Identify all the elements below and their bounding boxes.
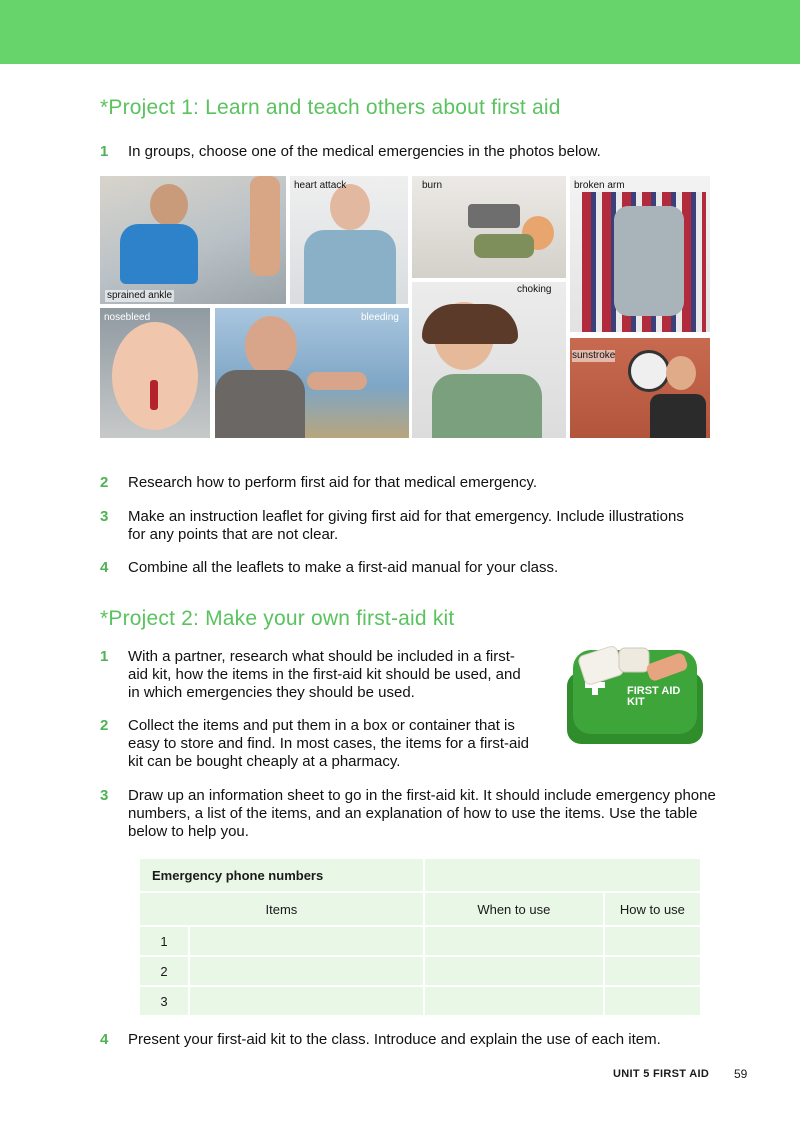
how-cell xyxy=(604,986,701,1016)
person-shirt xyxy=(120,224,198,284)
project1-title: *Project 1: Learn and teach others about first aid xyxy=(100,96,561,119)
photo-broken-arm xyxy=(570,176,710,332)
row-index: 1 xyxy=(139,926,189,956)
fan xyxy=(628,350,670,392)
worker-head xyxy=(666,356,696,390)
how-cell xyxy=(604,926,701,956)
step-text: Make an instruction leaflet for giving first aid for that emergency. Include illustrations for any points that are not clear. xyxy=(128,508,684,543)
emergency-phone-label: Emergency phone numbers xyxy=(139,858,424,892)
arm-sling xyxy=(614,206,684,316)
kit-label: FIRST AID KIT xyxy=(627,685,681,708)
column-header-how: How to use xyxy=(604,892,701,926)
column-header-items: Items xyxy=(139,892,424,926)
photo-label: sprained ankle xyxy=(107,290,173,301)
row-index: 3 xyxy=(139,986,189,1016)
photo-label: heart attack xyxy=(294,180,347,191)
step-text: Present your first-aid kit to the class. Introduce and explain the use of each item. xyxy=(128,1031,661,1048)
person-leg xyxy=(250,176,280,276)
top-color-band xyxy=(0,0,800,64)
photo-nosebleed xyxy=(100,308,210,438)
woman-hair xyxy=(422,304,518,344)
table-row xyxy=(139,986,701,1016)
photo-label: nosebleed xyxy=(104,312,151,323)
project2-title: *Project 2: Make your own first-aid kit xyxy=(100,607,455,630)
step-number: 4 xyxy=(100,1031,109,1048)
child-face xyxy=(112,322,198,430)
photo-sprained-ankle xyxy=(100,176,286,304)
step-number: 3 xyxy=(100,787,109,804)
item-cell xyxy=(189,986,424,1016)
step-number: 1 xyxy=(100,143,109,160)
page-number: 59 xyxy=(734,1067,748,1081)
person-shirt xyxy=(304,230,396,304)
emergency-phone-value xyxy=(424,858,701,892)
step-text: Collect the items and put them in a box or container that is easy to store and find. In most cases, the items for a first-aid kit can be bought cheaply at a pharmacy. xyxy=(128,717,530,770)
first-aid-kit-image xyxy=(565,642,705,747)
photo-label: broken arm xyxy=(574,180,625,191)
step-number: 2 xyxy=(100,717,109,734)
step-text: Draw up an information sheet to go in the first-aid kit. It should include emergency phone numbers, a list of the items, and an explanation of how to use the items. Use the table below to help you. xyxy=(128,787,716,840)
step-number: 2 xyxy=(100,474,109,491)
child-arm xyxy=(474,234,534,258)
when-cell xyxy=(424,926,604,956)
item-cell xyxy=(189,956,424,986)
row-index: 2 xyxy=(139,956,189,986)
photo-heart-attack xyxy=(290,176,408,304)
when-cell xyxy=(424,956,604,986)
photo-label: bleeding xyxy=(361,312,399,323)
how-cell xyxy=(604,956,701,986)
photo-sunstroke xyxy=(570,338,710,438)
footer-unit-label: UNIT 5 FIRST AID xyxy=(613,1068,710,1080)
step-text: Combine all the leaflets to make a first-aid manual for your class. xyxy=(128,559,559,576)
step-text: In groups, choose one of the medical emergencies in the photos below. xyxy=(128,143,601,160)
photo-label: burn xyxy=(422,180,443,191)
photo-bleeding xyxy=(215,308,409,438)
man-arm xyxy=(307,372,367,390)
when-cell xyxy=(424,986,604,1016)
info-sheet-table xyxy=(138,857,702,1017)
pot xyxy=(468,204,520,228)
woman-shirt xyxy=(432,374,542,438)
column-header-when: When to use xyxy=(424,892,604,926)
man-shirt xyxy=(215,370,305,438)
table-row xyxy=(139,956,701,986)
item-cell xyxy=(189,926,424,956)
photo-choking xyxy=(412,282,566,438)
table-header-columns xyxy=(139,892,701,926)
photo-label: choking xyxy=(517,284,552,295)
step-text: With a partner, research what should be included in a first-aid kit, how the items in the first-aid kit should be used, and in which emergencies they should be used. xyxy=(128,648,521,701)
step-number: 1 xyxy=(100,648,109,665)
step-number: 4 xyxy=(100,559,109,576)
step-number: 3 xyxy=(100,508,109,525)
worker-shirt xyxy=(650,394,706,438)
photo-label: sunstroke xyxy=(572,350,616,361)
person-head xyxy=(150,184,188,226)
step-text: Research how to perform first aid for that medical emergency. xyxy=(128,474,538,491)
photo-burn xyxy=(412,176,566,278)
blood xyxy=(150,380,158,410)
table-header-emergency xyxy=(139,858,701,892)
table-row xyxy=(139,926,701,956)
man-head xyxy=(245,316,297,376)
